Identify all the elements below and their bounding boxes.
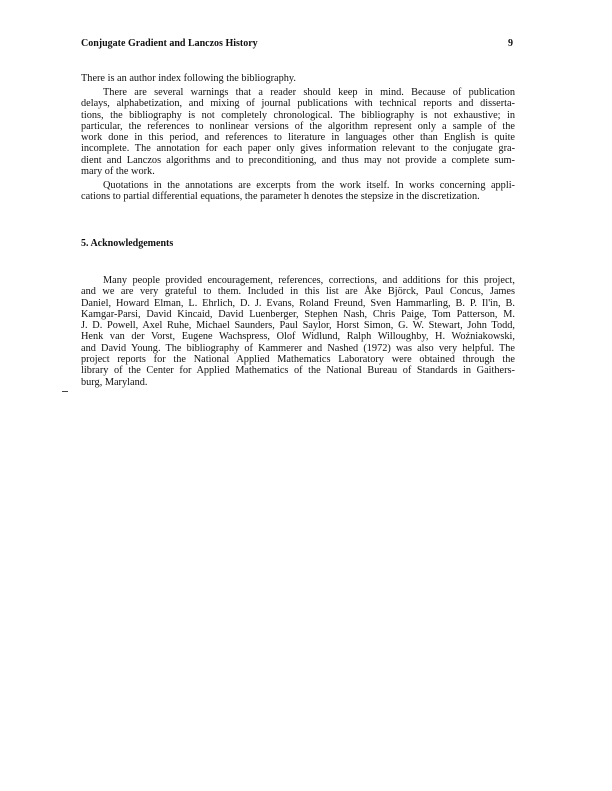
text-line: Many people provided encouragement, references, corrections, and additions for this project,	[103, 275, 515, 286]
text-line: There are several warnings that a reader should keep in mind. Because of publication	[103, 87, 515, 98]
text-line: tions, the bibliography is not completely chronological. The bibliography is not exhaustive; in	[81, 109, 515, 121]
text-line: incomplete. The annotation for each paper only gives information relevant to the conjugate gra-	[81, 143, 515, 155]
text-line: burg, Maryland.	[81, 376, 148, 388]
intro-paragraph	[81, 73, 515, 84]
text-line: mary of the work.	[81, 166, 155, 178]
text-line: particular, the references to nonlinear versions of the algorithm represent only a sample of the	[81, 120, 515, 132]
text-line: Henk van der Vorst, Eugene Wachspress, Olof Widlund, Ralph Willoughby, H. Woźniakowski,	[81, 331, 515, 343]
text-line: and we are very grateful to them. Included in this list are Åke Björck, Paul Concus, James	[81, 286, 515, 298]
acknowledgements-paragraph	[81, 275, 515, 388]
text-line: Quotations in the annotations are excerpts from the work itself. In works concerning appli-	[103, 180, 515, 191]
text-line: There is an author index following the bibliography.	[81, 73, 296, 84]
text-line: cations to partial differential equations, the parameter h denotes the stepsize in the discretization.	[81, 191, 480, 203]
text-line: work done in this period, and references to literature in languages other than English is quite	[81, 132, 515, 144]
text-line: dient and Lanczos algorithms and to preconditioning, and thus may not provide a complete sum-	[81, 154, 515, 166]
quotations-paragraph	[81, 180, 515, 203]
warnings-paragraph	[81, 87, 515, 177]
text-line: project reports for the National Applied Mathematics Laboratory were obtained through the	[81, 354, 515, 366]
text-line: Kamgar-Parsi, David Kincaid, David Luenberger, Stephen Nash, Chris Paige, Tom Patterson, M.	[81, 308, 515, 320]
text-line: J. D. Powell, Axel Ruhe, Michael Saunders, Paul Saylor, Horst Simon, G. W. Stewart, John Todd,	[81, 320, 515, 332]
text-line: Daniel, Howard Elman, L. Ehrlich, D. J. Evans, Roland Freund, Sven Hammarling, B. P. Il'in, B.	[81, 297, 515, 309]
page-number: 9	[508, 38, 513, 49]
text-line: library of the Center for Applied Mathematics of the National Bureau of Standards in Gaithers-	[81, 365, 515, 377]
text-line: delays, alphabetization, and mixing of journal publications with technical reports and disserta-	[81, 98, 515, 110]
running-header: Conjugate Gradient and Lanczos History	[81, 38, 258, 49]
margin-mark	[62, 391, 68, 392]
text-line: and David Young. The bibliography of Kammerer and Nashed (1972) was also very helpful. The	[81, 342, 515, 354]
section-heading: 5. Acknowledgements	[81, 238, 174, 249]
